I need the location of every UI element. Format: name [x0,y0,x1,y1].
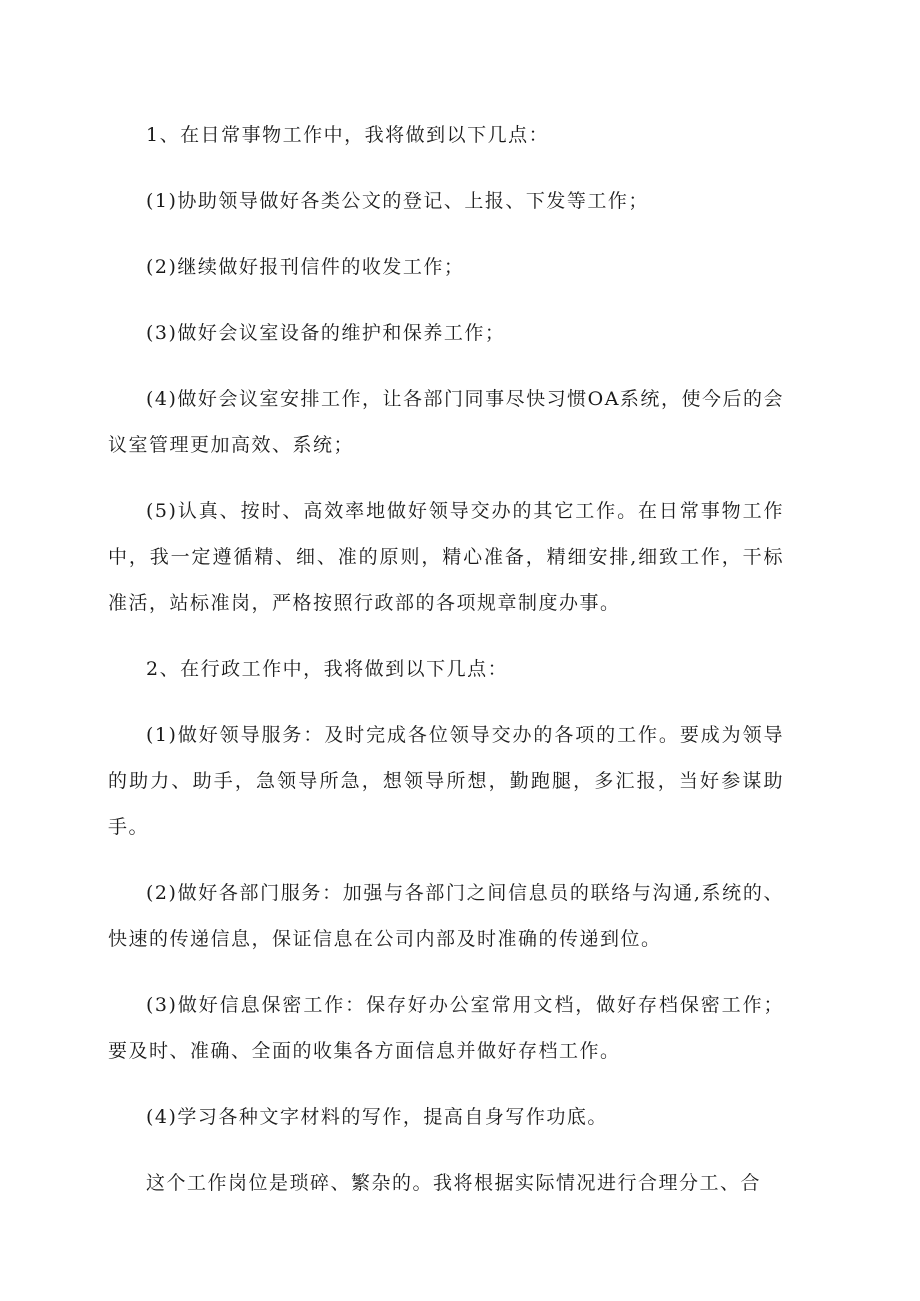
list-item: (1)做好领导服务：及时完成各位领导交办的各项的工作。要成为领导的助力、助手，急领导所急，想领导所想，勤跑腿，多汇报，当好参谋助手。 [108,724,784,838]
section-heading-1: 1、在日常事物工作中，我将做到以下几点： [146,124,550,146]
list-item: (3)做好会议室设备的维护和保养工作； [146,322,506,344]
body-paragraph: 这个工作岗位是琐碎、繁杂的。我将根据实际情况进行合理分工、合 [146,1172,762,1194]
list-item: (4)学习各种文字材料的写作，提高自身写作功底。 [146,1106,608,1128]
list-item: (5)认真、按时、高效率地做好领导交办的其它工作。在日常事物工作中，我一定遵循精、细、准的原则，精心准备，精细安排,细致工作，干标准活，站标准岗，严格按照行政部的各项规章制度办事。 [108,500,784,614]
document-body [108,112,784,1226]
list-item: (4)做好会议室安排工作，让各部门同事尽快习惯OA系统，使今后的会议室管理更加高效、系统； [108,388,784,456]
list-item: (1)协助领导做好各类公文的登记、上报、下发等工作； [146,190,649,212]
section-heading-2: 2、在行政工作中，我将做到以下几点： [146,658,509,680]
list-item: (3)做好信息保密工作：保存好办公室常用文档，做好存档保密工作；要及时、准确、全面的收集各方面信息并做好存档工作。 [108,994,784,1062]
list-item: (2)做好各部门服务：加强与各部门之间信息员的联络与沟通,系统的、快速的传递信息，保证信息在公司内部及时准确的传递到位。 [108,882,784,950]
list-item: (2)继续做好报刊信件的收发工作； [146,256,465,278]
